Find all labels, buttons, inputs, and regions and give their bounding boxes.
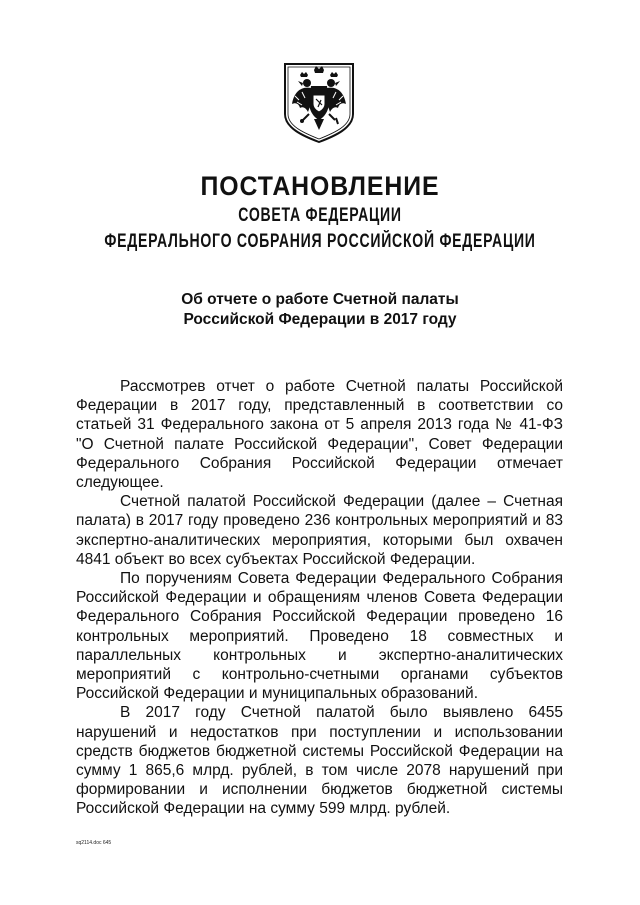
subject-line-1: Об отчете о работе Счетной палаты <box>181 291 459 308</box>
subject-line-2: Российской Федерации в 2017 году <box>183 311 457 328</box>
document-title: ПОСТАНОВЛЕНИЕ <box>200 171 440 201</box>
paragraph: Счетной палатой Российской Федерации (далее – Счетная палата) в 2017 году проведено 236 контрольных мероприятий и 83 экспертно-аналитических мероприятия, которыми был охвачен 4841 объект во всех субъектах Российской Федерации. <box>76 493 563 568</box>
issuer-line-1: СОВЕТА ФЕДЕРАЦИИ <box>238 205 402 226</box>
paragraph: В 2017 году Счетной палатой было выявлено 6455 нарушений и недостатков при поступлении и использовании средств бюджетов бюджетной системы Российской Федерации на сумму 1 865,6 млрд. рублей, в том числе 2078 нарушений при формировании и исполнении бюджетов бюджетной системы Российской Федерации на сумму 599 млрд. рублей. <box>76 704 563 818</box>
coat-of-arms-icon <box>283 62 355 144</box>
paragraph: Рассмотрев отчет о работе Счетной палаты Российской Федерации в 2017 году, представленный в соответствии со статьей 31 Федерального закона от 5 апреля 2013 года № 41-ФЗ "О Счетной палате Российской Федерации", Совет Федерации Федерального Собрания Российской Федерации отмечает следующее. <box>76 378 563 492</box>
issuer-line-2: ФЕДЕРАЛЬНОГО СОБРАНИЯ РОССИЙСКОЙ ФЕДЕРАЦИИ <box>104 231 536 252</box>
paragraph: По поручениям Совета Федерации Федерального Собрания Российской Федерации и обращениям членов Совета Федерации Федерального Собрания Российской Федерации проведено 16 контрольных мероприятий. Проведено 18 совместных и параллельных контрольных и экспертно-аналитических мероприятий с контрольно-счетными органами субъектов Российской Федерации и муниципальных образований. <box>76 570 563 703</box>
document-body <box>76 377 563 819</box>
document-subject <box>0 290 640 330</box>
file-reference: sq2114.doc 645 <box>76 840 112 846</box>
